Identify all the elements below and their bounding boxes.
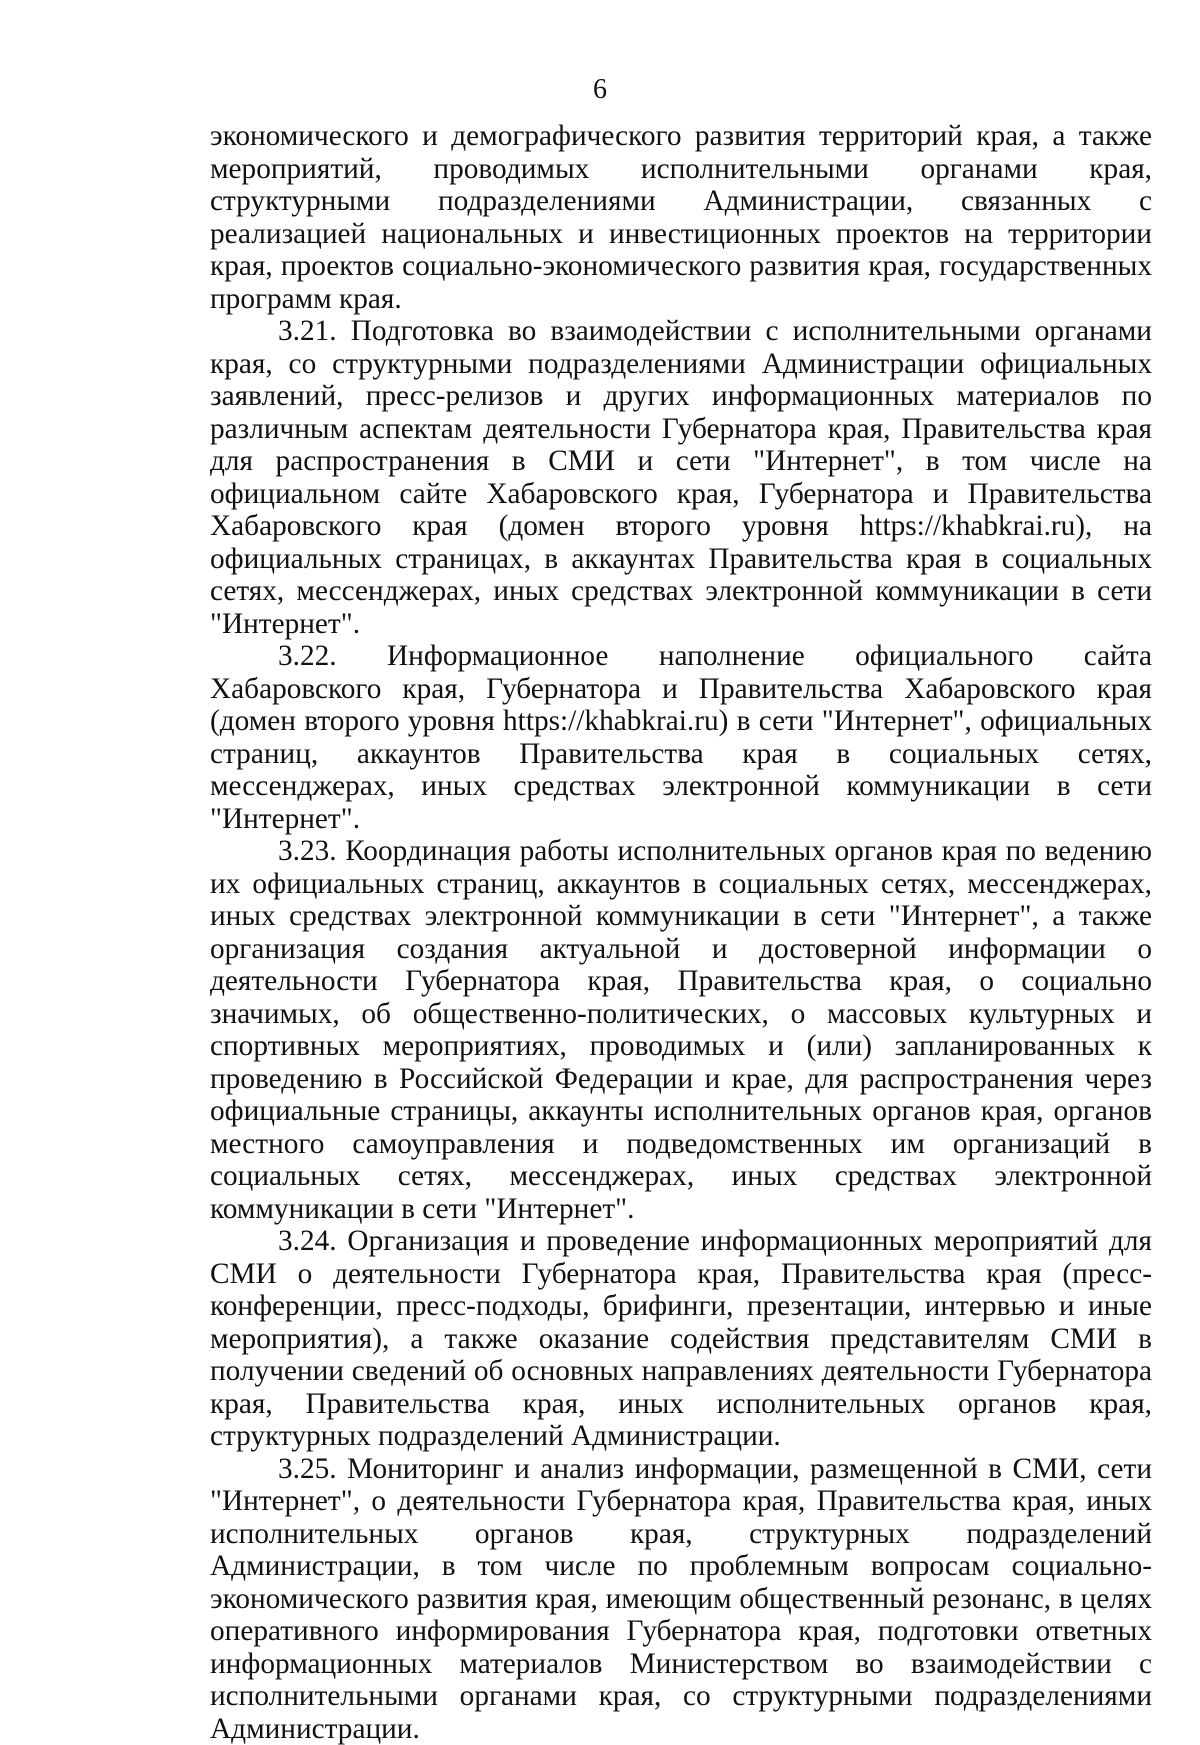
paragraph-3-21: 3.21. Подготовка во взаимодействии с исполнительными органами края, со структурными подразделениями Администрации официальных заявлений, пресс-релизов и других информационных материалов по различным аспектам деятельности Губернатора края, Правительства края для распространения в СМИ и сети "Интернет", в том числе на официальном сайте Хабаровского края, Губернатора и Правительства Хабаровского края (домен второго уровня https://khabkrai.ru), на официальных страницах, в аккаунтах Правительства края в социальных сетях, мессенджерах, иных средствах электронной коммуникации в сети "Интернет". — [210, 315, 1152, 640]
page-number: 6 — [0, 74, 1200, 106]
paragraph-continuation: экономического и демографического развития территорий края, а также мероприятий, проводимых исполнительными органами края, структурными подразделениями Администрации, связанных с реализацией национальных и инвестиционных проектов на территории края, проектов социально-экономического развития края, государственных программ края. — [210, 120, 1152, 315]
paragraph-3-22: 3.22. Информационное наполнение официального сайта Хабаровского края, Губернатора и Правительства Хабаровского края (домен второго уровня https://khabkrai.ru) в сети "Интернет", официальных страниц, аккаунтов Правительства края в социальных сетях, мессенджерах, иных средствах электронной коммуникации в сети "Интернет". — [210, 640, 1152, 835]
paragraph-3-25: 3.25. Мониторинг и анализ информации, размещенной в СМИ, сети "Интернет", о деятельности Губернатора края, Правительства края, иных исполнительных органов края, структурных подразделений Администрации, в том числе по проблемным вопросам социально-экономического развития края, имеющим общественный резонанс, в целях оперативного информирования Губернатора края, подготовки ответных информационных материалов Министерством во взаимодействии с исполнительными органами края, со структурными подразделениями Администрации. — [210, 1453, 1152, 1745]
paragraph-3-24: 3.24. Организация и проведение информационных мероприятий для СМИ о деятельности Губернатора края, Правительства края (пресс-конференции, пресс-подходы, брифинги, презентации, интервью и иные мероприятия), а также оказание содействия представителям СМИ в получении сведений об основных направлениях деятельности Губернатора края, Правительства края, иных исполнительных органов края, структурных подразделений Администрации. — [210, 1225, 1152, 1453]
document-body — [210, 120, 1152, 1745]
paragraph-3-23: 3.23. Координация работы исполнительных органов края по ведению их официальных страниц, аккаунтов в социальных сетях, мессенджерах, иных средствах электронной коммуникации в сети "Интернет", а также организация создания актуальной и достоверной информации о деятельности Губернатора края, Правительства края, о социально значимых, об общественно-политических, о массовых культурных и спортивных мероприятиях, проводимых и (или) запланированных к проведению в Российской Федерации и крае, для распространения через официальные страницы, аккаунты исполнительных органов края, органов местного самоуправления и подведомственных им организаций в социальных сетях, мессенджерах, иных средствах электронной коммуникации в сети "Интернет". — [210, 835, 1152, 1225]
